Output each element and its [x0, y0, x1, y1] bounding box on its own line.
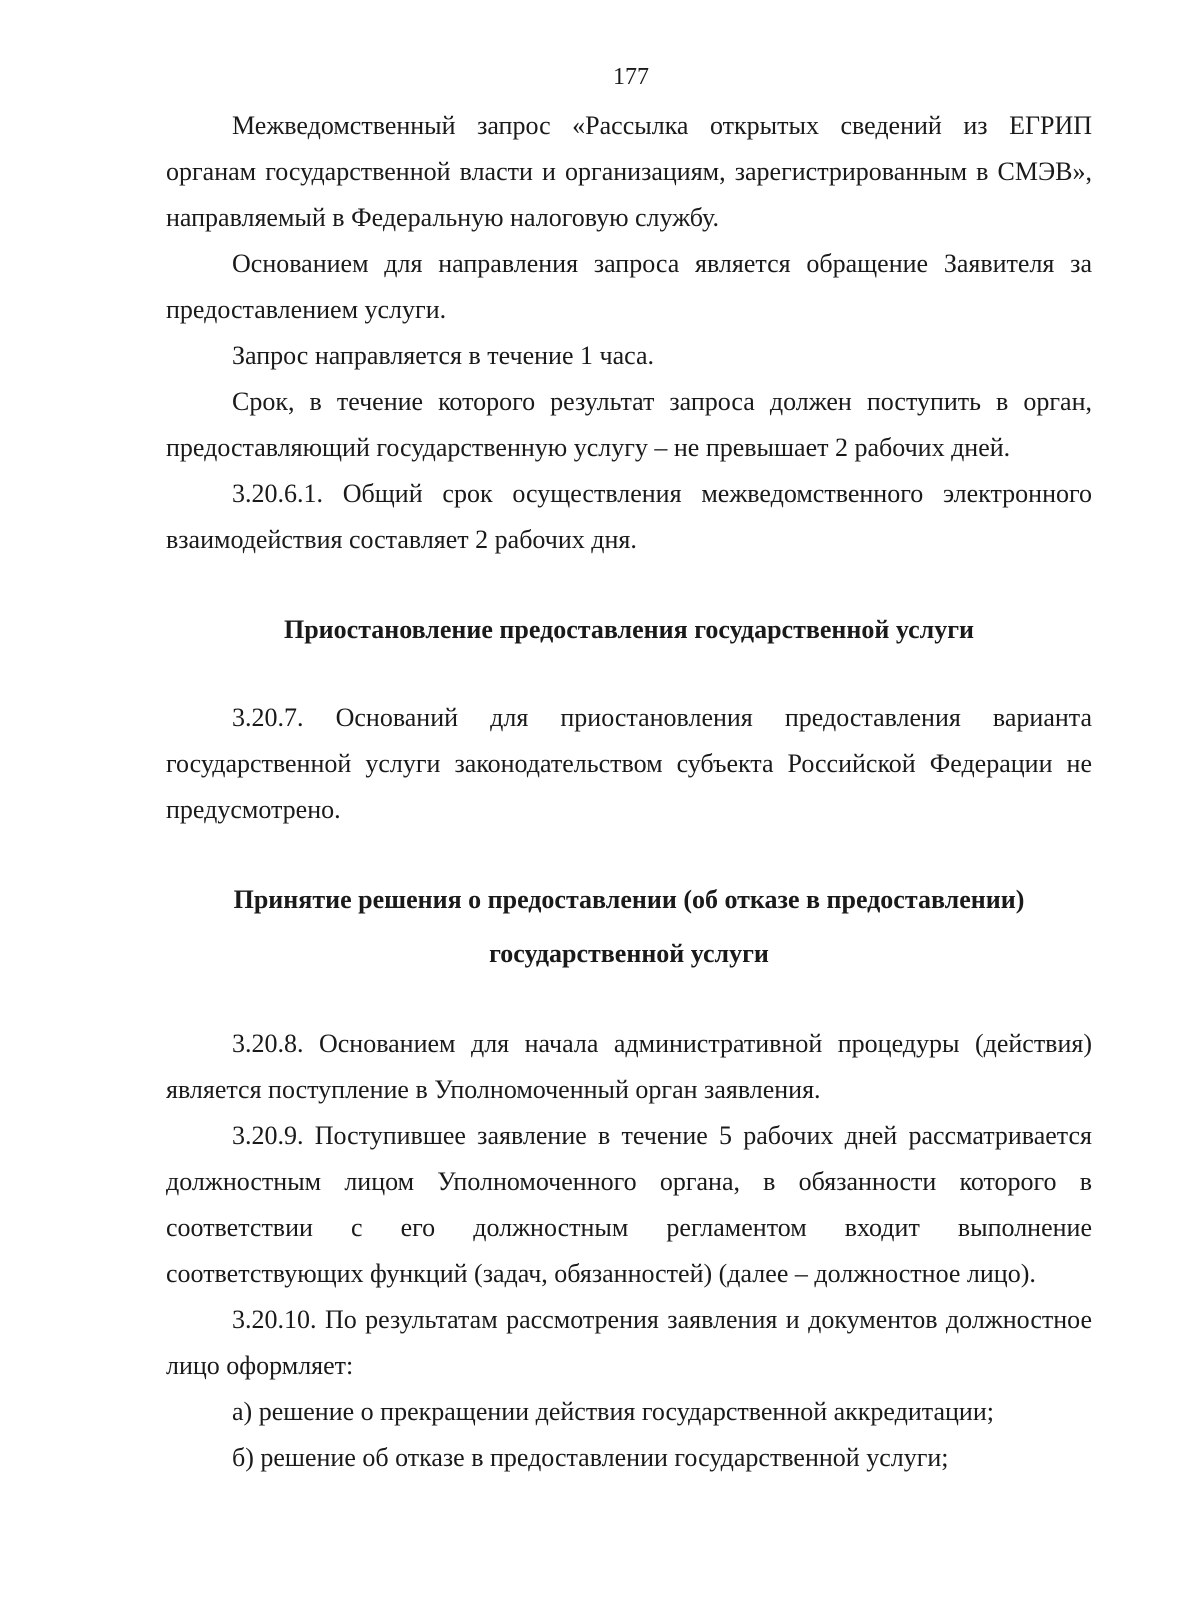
section-heading-line: государственной услуги	[489, 939, 769, 968]
paragraph: Основанием для направления запроса является обращение Заявителя за предоставлением услуги.	[166, 249, 1092, 324]
page-number: 177	[613, 64, 649, 90]
paragraph: Запрос направляется в течение 1 часа.	[232, 341, 655, 370]
list-item: а) решение о прекращении действия государственной аккредитации;	[232, 1397, 994, 1426]
section-heading	[166, 873, 1092, 981]
paragraph: 3.20.8. Основанием для начала административной процедуры (действия) является поступление в Уполномоченный орган заявления.	[166, 1029, 1092, 1104]
paragraph: 3.20.9. Поступившее заявление в течение 5 рабочих дней рассматривается должностным лицом Уполномоченного органа, в обязанности которого в соответствии с его должностным регламентом входит выполнение соответствующих функций (задач, обязанностей) (далее – должностное лицо).	[166, 1121, 1092, 1288]
paragraph: Межведомственный запрос «Рассылка открытых сведений из ЕГРИП органам государственной власти и организациям, зарегистрированным в СМЭВ», направляемый в Федеральную налоговую службу.	[166, 111, 1092, 232]
paragraph: 3.20.6.1. Общий срок осуществления межведомственного электронного взаимодействия составляет 2 рабочих дня.	[166, 479, 1092, 554]
paragraph: 3.20.10. По результатам рассмотрения заявления и документов должностное лицо оформляет:	[166, 1305, 1092, 1380]
paragraph: Срок, в течение которого результат запроса должен поступить в орган, предоставляющий государственную услугу – не превышает 2 рабочих дней.	[166, 387, 1092, 462]
section-heading: Приостановление предоставления государственной услуги	[283, 615, 974, 644]
list-item: б) решение об отказе в предоставлении государственной услуги;	[232, 1443, 949, 1472]
document-body	[166, 103, 1092, 1481]
section-heading-line: Принятие решения о предоставлении (об отказе в предоставлении)	[233, 885, 1025, 914]
paragraph: 3.20.7. Оснований для приостановления предоставления варианта государственной услуги законодательством субъекта Российской Федерации не предусмотрено.	[166, 703, 1092, 824]
